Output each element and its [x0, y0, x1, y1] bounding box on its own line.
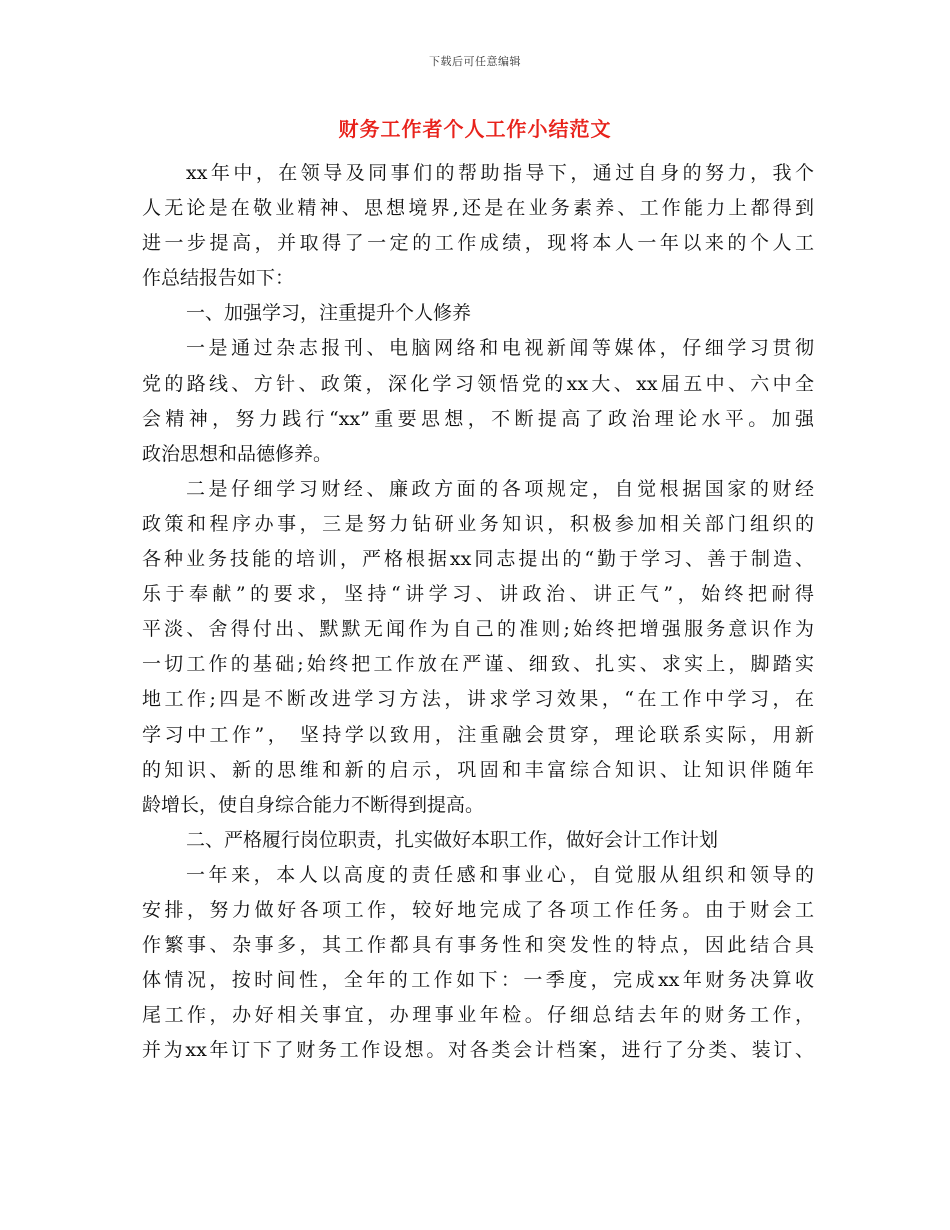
body-line: 尾工作，办好相关事宜，办理事业年检。仔细总结去年的财务工作， [142, 1004, 814, 1027]
body-line: 体情况，按时间性，全年的工作如下：一季度，完成xx年财务决算收 [142, 969, 814, 992]
body-line: xx年中，在领导及同事们的帮助指导下，通过自身的努力，我个 [186, 162, 814, 184]
body-line: 作总结报告如下： [142, 267, 295, 290]
body-line: 学习中工作”， 坚持学以致用，注重融会贯穿，理论联系实际，用新 [142, 723, 814, 746]
body-line: 人无论是在敬业精神、思想境界,还是在业务素养、工作能力上都得到 [142, 197, 814, 220]
body-line: 二是仔细学习财经、廉政方面的各项规定，自觉根据国家的财经 [186, 477, 814, 500]
body-line: 安排，努力做好各项工作，较好地完成了各项工作任务。由于财会工 [142, 898, 814, 921]
body-line: 地工作;四是不断改进学习方法，讲求学习效果，“在工作中学习，在 [142, 688, 814, 711]
section-heading: 一、加强学习，注重提升个人修养 [186, 302, 472, 325]
body-line: 政策和程序办事，三是努力钻研业务知识，积极参加相关部门组织的 [142, 512, 814, 535]
body-line: 龄增长，使自身综合能力不断得到提高。 [142, 793, 485, 816]
body-line: 乐于奉献”的要求，坚持“讲学习、讲政治、讲正气”，始终把耐得 [142, 583, 814, 606]
body-line: 并为xx年订下了财务工作设想。对各类会计档案，进行了分类、装订、 [142, 1039, 814, 1062]
document-title: 财务工作者个人工作小结范文 [338, 117, 612, 141]
body-line: 一是通过杂志报刊、电脑网络和电视新闻等媒体，仔细学习贯彻 [186, 337, 814, 360]
document-body [142, 156, 814, 1068]
body-line: 作繁事、杂事多，其工作都具有事务性和突发性的特点，因此结合具 [142, 934, 814, 957]
body-line: 一切工作的基础;始终把工作放在严谨、细致、扎实、求实上，脚踏实 [142, 653, 814, 676]
section-heading: 二、严格履行岗位职责，扎实做好本职工作，做好会计工作计划 [186, 828, 719, 851]
header-note: 下载后可任意编辑 [429, 55, 521, 68]
body-line: 党的路线、方针、政策，深化学习领悟党的xx大、xx届五中、六中全 [142, 372, 814, 395]
body-line: 会精神，努力践行“xx”重要思想，不断提高了政治理论水平。加强 [142, 407, 814, 430]
body-line: 各种业务技能的培训，严格根据xx同志提出的“勤于学习、善于制造、 [142, 548, 814, 571]
body-line: 的知识、新的思维和新的启示，巩固和丰富综合知识、让知识伴随年 [142, 758, 814, 781]
body-line: 政治思想和品德修养。 [142, 442, 333, 465]
body-line: 一年来，本人以高度的责任感和事业心，自觉服从组织和领导的 [186, 863, 814, 886]
body-line: 进一步提高，并取得了一定的工作成绩，现将本人一年以来的个人工 [142, 232, 814, 255]
body-line: 平淡、舍得付出、默默无闻作为自己的准则;始终把增强服务意识作为 [142, 618, 814, 641]
